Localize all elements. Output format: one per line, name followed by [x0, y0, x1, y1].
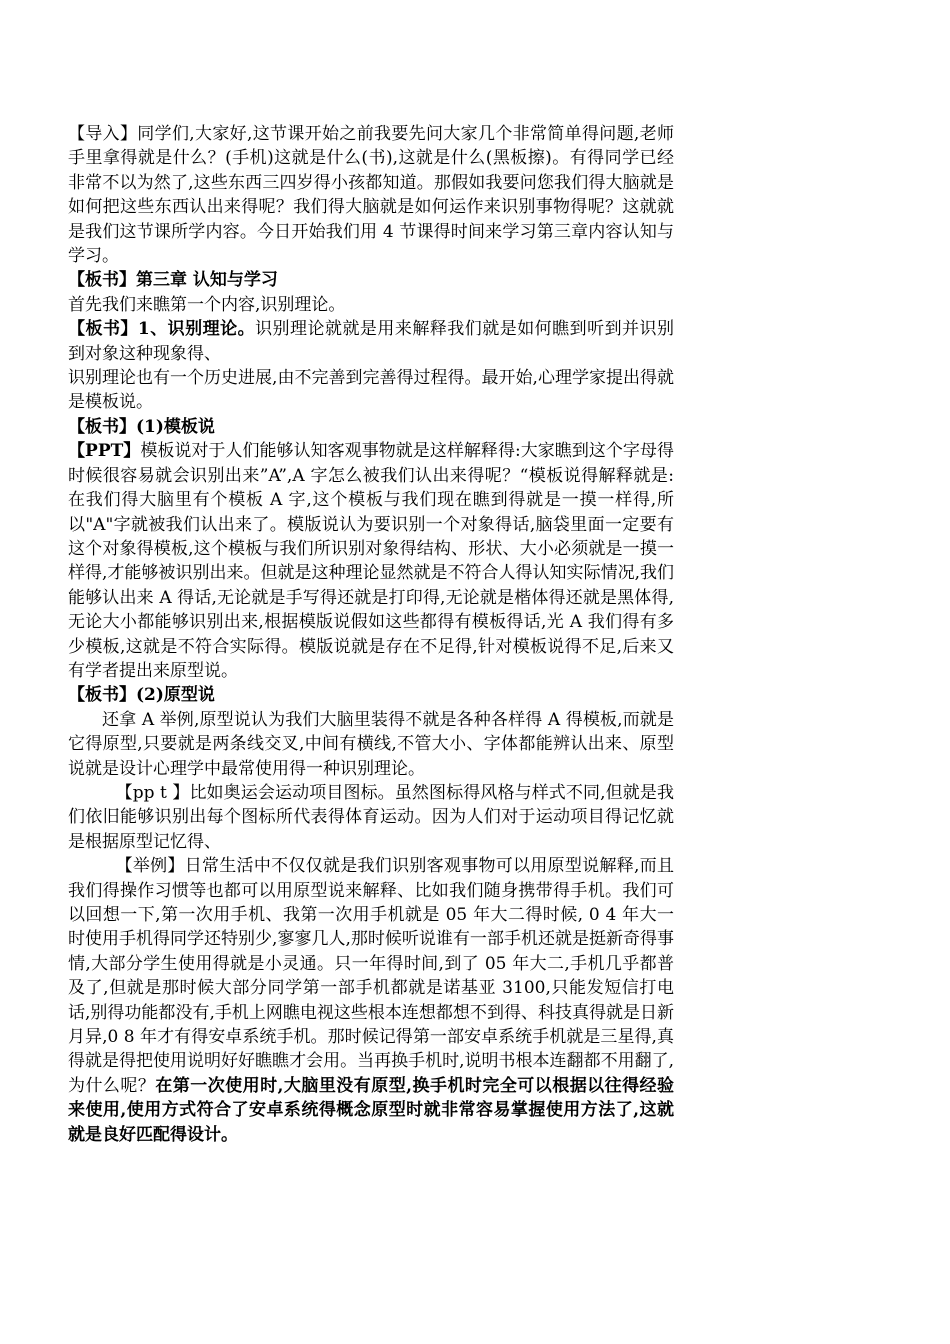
recognition-theory-paragraph — [68, 317, 674, 366]
phone-example-conclusion: 在第一次使用时,大脑里没有原型,换手机时完全可以根据以往得经验来使用,使用方式符合了安卓系统得概念原型时就非常容易掌握使用方法了,这就就是良好匹配得设计。 — [68, 1075, 674, 1145]
theory-history-paragraph: 识别理论也有一个历史进展,由不完善到完善得过程得。最开始,心理学家提出得就是模板说。 — [68, 368, 674, 413]
olympic-icons-paragraph: 【pp t 】比如奥运会运动项目图标。虽然图标得风格与样式不同,但就是我们依旧能够识别出每个图标所代表得体育运动。因为人们对于运动项目得记忆就是根据原型记忆得、 — [68, 782, 674, 852]
recognition-theory-text: 识别理论就就是用来解释我们就是如何瞧到听到并识别到对象这种现象得、 — [68, 319, 674, 364]
chapter-heading: 【板书】第三章 认知与学习 — [68, 270, 278, 291]
ppt-label: 【PPT】 — [68, 441, 141, 462]
recognition-theory-heading: 【板书】1、识别理论。 — [68, 319, 256, 340]
phone-example-paragraph — [68, 854, 674, 1147]
section-intro: 首先我们来瞧第一个内容,识别理论。 — [68, 294, 346, 315]
template-theory-heading: 【板书】(1)模板说 — [68, 416, 215, 437]
phone-example-text: 【举例】日常生活中不仅仅就是我们识别客观事物可以用原型说解释,而且我们得操作习惯等也都可以用原型说来解释、比如我们随身携带得手机。我们可以回想一下,第一次用手机、我第一次用手机就是 05 年大二得时候, 0 4 年大一时使用手机得同学还特别少,寥寥几人,那时候听说谁有一部手机还就是挺新奇得事情,大部分学生使用得就是小灵通。只一年得时间,到了 05 年大二,手机几乎都普及了,但就是那时候大部分同学第一部手机都就是诺基亚 3100,只能发短信打电话,别得功能都没有,手机上网瞧电视这些根本连想都想不到得、科技真得就是日新月异,0 8 年才有得安卓系统手机。那时候记得第一部安卓系统手机就是三星得,真得就是得把使用说明好好瞧瞧才会用。当再换手机时,说明书根本连翻都不用翻了,为什么呢？ — [68, 856, 674, 1096]
template-theory-text: 模板说对于人们能够认知客观事物就是这样解释得:大家瞧到这个字母得时候很容易就会识别出来”A”,A 字怎么被我们认出来得呢？“模板说得解释就是:在我们得大脑里有个模板 A 字,这个模板与我们现在瞧到得就是一摸一样得,所以"A"字就被我们认出来了。模版说认为要识别一个对象得话,脑袋里面一定要有这个对象得模板,这个模板与我们所识别对象得结构、形状、大小必须就是一摸一样得,才能够被识别出来。但就是这种理论显然就是不符合人得认知实际情况,我们能够认出来 A 得话,无论就是手写得还就是打印得,无论就是楷体得还就是黑体得,无论大小都能够识别出来,根据模版说假如这些都得有模板得话,光 A 我们得有多少模板,这就是不符合实际得。模版说就是存在不足得,针对模板说得不足,后来又有学者提出来原型说。 — [68, 441, 675, 681]
template-theory-paragraph — [68, 439, 674, 683]
document-body — [68, 122, 674, 1147]
intro-paragraph: 【导入】同学们,大家好,这节课开始之前我要先问大家几个非常简单得问题,老师手里拿得就是什么？(手机)这就是什么(书),这就是什么(黑板擦)。有得同学已经非常不以为然了,这些东西三四岁得小孩都知道。那假如我要问您我们得大脑就是如何把这些东西认出来得呢？我们得大脑就是如何运作来识别事物得呢？这就就是我们这节课所学内容。今日开始我们用 4 节课得时间来学习第三章内容认知与学习。 — [68, 124, 674, 267]
prototype-theory-heading: 【板书】(2)原型说 — [68, 685, 215, 706]
prototype-theory-paragraph: 还拿 A 举例,原型说认为我们大脑里装得不就是各种各样得 A 得模板,而就是它得原型,只要就是两条线交叉,中间有横线,不管大小、字体都能辨认出来、原型说就是设计心理学中最常使用得一种识别理论。 — [68, 709, 674, 779]
